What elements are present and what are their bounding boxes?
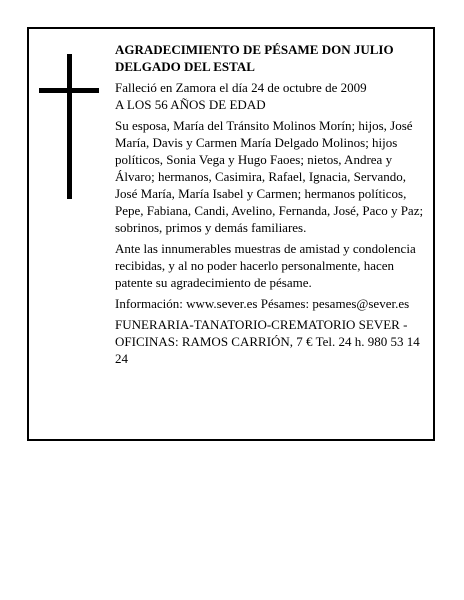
- funeral-home-info: FUNERARIA-TANATORIO-CREMATORIO SEVER - OFICINAS: RAMOS CARRIÓN, 7 € Tel. 24 h. 980 53 14 24: [115, 317, 420, 366]
- notice-text: [115, 41, 427, 367]
- contact-info: Información: www.sever.es Pésames: pesames@sever.es: [115, 296, 410, 311]
- cross-icon: [39, 54, 99, 199]
- cross-vertical-bar: [67, 54, 72, 199]
- obituary-notice: [27, 27, 435, 441]
- cross-horizontal-bar: [39, 88, 99, 93]
- gratitude-paragraph: Ante las innumerables muestras de amistad y condolencia recibidas, y al no poder hacerlo personalmente, hacen patente su agradecimiento de pésame.: [115, 241, 416, 290]
- death-date-line: Falleció en Zamora el día 24 de octubre de 2009: [115, 80, 367, 95]
- notice-title: AGRADECIMIENTO DE PÉSAME DON JULIO DELGADO DEL ESTAL: [115, 42, 394, 74]
- family-list: Su esposa, María del Tránsito Molinos Morín; hijos, José María, Davis y Carmen María Delgado Molinos; hijos políticos, Sonia Vega y Hugo Faoes; nietos, Andrea y Álvaro; hermanos, Casimira, Rafael, Ignacia, Servando, José María, María Isabel y Carmen; hermanos políticos, Pepe, Fabiana, Candi, Avelino, Fernanda, José, Paco y Paz; sobrinos, primos y demás familiares.: [115, 118, 424, 235]
- age-line: A LOS 56 AÑOS DE EDAD: [115, 97, 266, 112]
